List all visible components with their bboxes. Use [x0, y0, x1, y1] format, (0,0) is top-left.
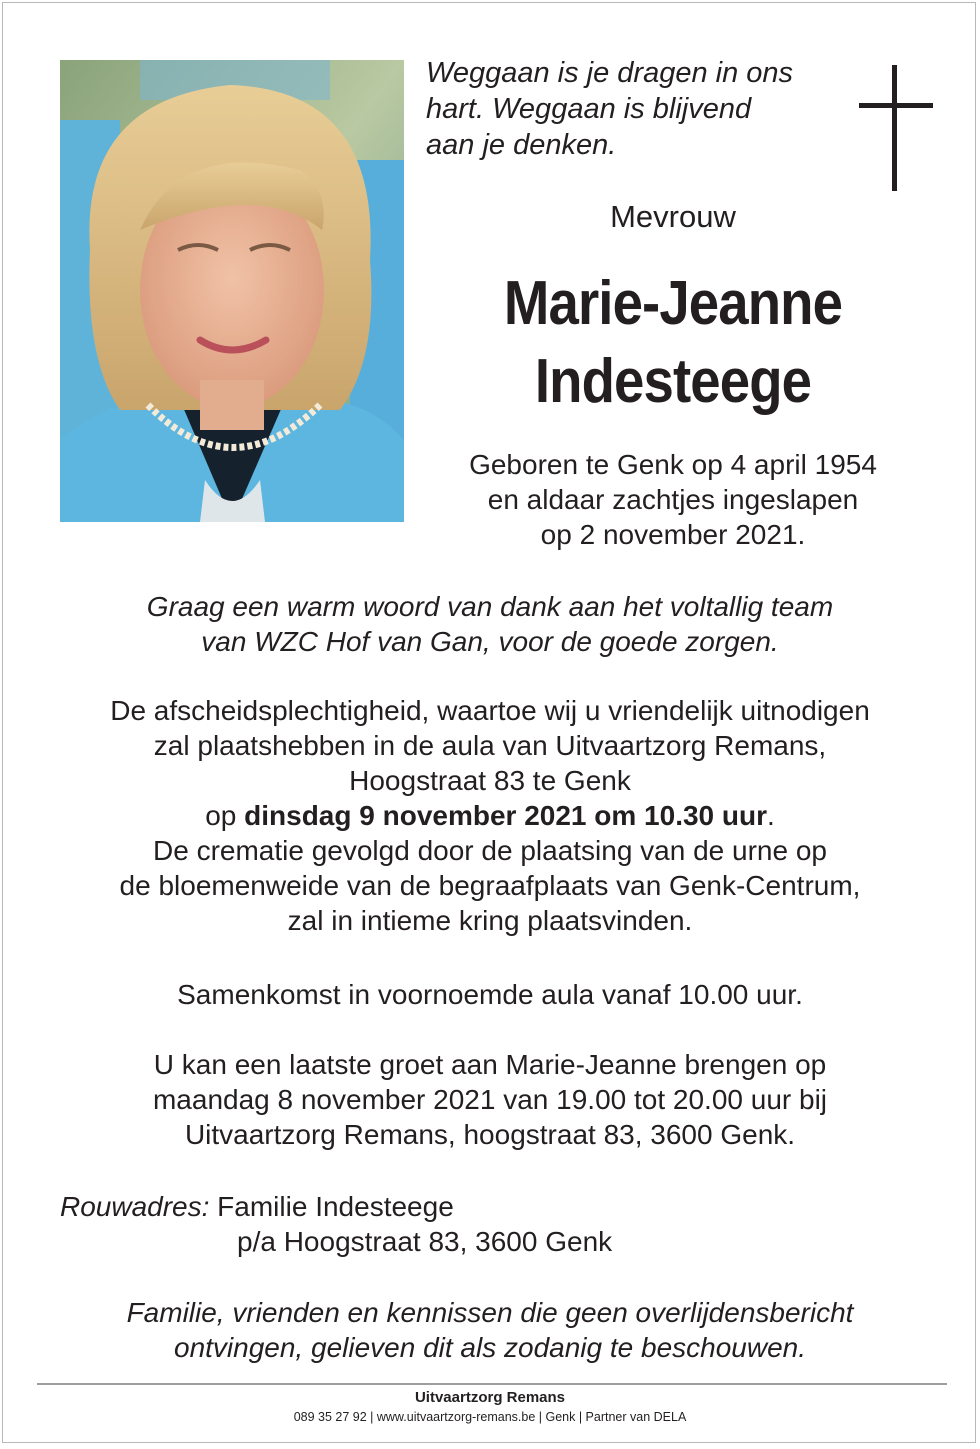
portrait-photo: [60, 60, 404, 522]
birth-line: en aldaar zachtjes ingeslapen: [487, 484, 859, 515]
ceremony-line: Hoogstraat 83 te Genk: [349, 765, 631, 796]
thanks-note: [3, 589, 976, 659]
ceremony-date: [3, 798, 976, 833]
quote-line: Weggaan is je dragen in ons: [426, 57, 794, 89]
funeral-home-name: Uitvaartzorg Remans: [414, 1389, 566, 1406]
visit-line: Uitvaartzorg Remans, hoogstraat 83, 3600 Genk.: [184, 1119, 796, 1150]
birth-line: op 2 november 2021.: [540, 519, 806, 550]
ceremony-line: zal in intieme kring plaatsvinden.: [287, 905, 693, 936]
date-suffix: .: [767, 800, 775, 831]
date-bold: dinsdag 9 november 2021 om 10.30 uur: [244, 800, 768, 831]
first-name: Marie-Jeanne: [503, 269, 843, 338]
memorial-quote: [426, 55, 846, 163]
thanks-line: van WZC Hof van Gan, voor de goede zorgen.: [201, 626, 779, 657]
mourning-address-label: Rouwadres:: [60, 1191, 210, 1222]
gathering-info: Samenkomst in voornoemde aula vanaf 10.00 uur.: [177, 979, 803, 1010]
cross-icon: [859, 65, 933, 191]
ceremony-line: zal plaatshebben in de aula van Uitvaartzorg Remans,: [153, 730, 827, 761]
obituary-card: [2, 2, 976, 1443]
ceremony-info: [3, 693, 976, 938]
honorific: Mevrouw: [610, 199, 736, 234]
closing-line: Familie, vrienden en kennissen die geen overlijdensbericht: [126, 1297, 854, 1328]
closing-line: ontvingen, gelieven dit als zodanig te beschouwen.: [174, 1332, 806, 1363]
ceremony-line: de bloemenweide van de begraafplaats van Genk-Centrum,: [119, 870, 861, 901]
last-name: Indesteege: [534, 347, 812, 416]
mourning-address: [60, 1189, 612, 1259]
visit-line: maandag 8 november 2021 van 19.00 tot 20.00 uur bij: [152, 1084, 828, 1115]
ceremony-line: De afscheidsplechtigheid, waartoe wij u vriendelijk uitnodigen: [110, 695, 870, 726]
mourning-address-line: p/a Hoogstraat 83, 3600 Genk: [237, 1226, 613, 1257]
closing-note: [3, 1295, 976, 1365]
visitation-info: [3, 1047, 976, 1152]
date-prefix: op: [205, 800, 245, 831]
funeral-home-contact: 089 35 27 92 | www.uitvaartzorg-remans.be | Genk | Partner van DELA: [293, 1410, 687, 1424]
thanks-line: Graag een warm woord van dank aan het voltallig team: [146, 591, 834, 622]
mourning-address-line: Familie Indesteege: [209, 1191, 454, 1222]
birth-line: Geboren te Genk op 4 april 1954: [469, 449, 877, 480]
birth-death-info: [423, 447, 923, 552]
ceremony-line: De crematie gevolgd door de plaatsing van de urne op: [153, 835, 827, 866]
quote-line: hart. Weggaan is blijvend: [426, 93, 752, 125]
visit-line: U kan een laatste groet aan Marie-Jeanne brengen op: [153, 1049, 827, 1080]
quote-line: aan je denken.: [426, 129, 617, 161]
footer-divider: [37, 1383, 947, 1385]
deceased-name: [453, 265, 893, 421]
